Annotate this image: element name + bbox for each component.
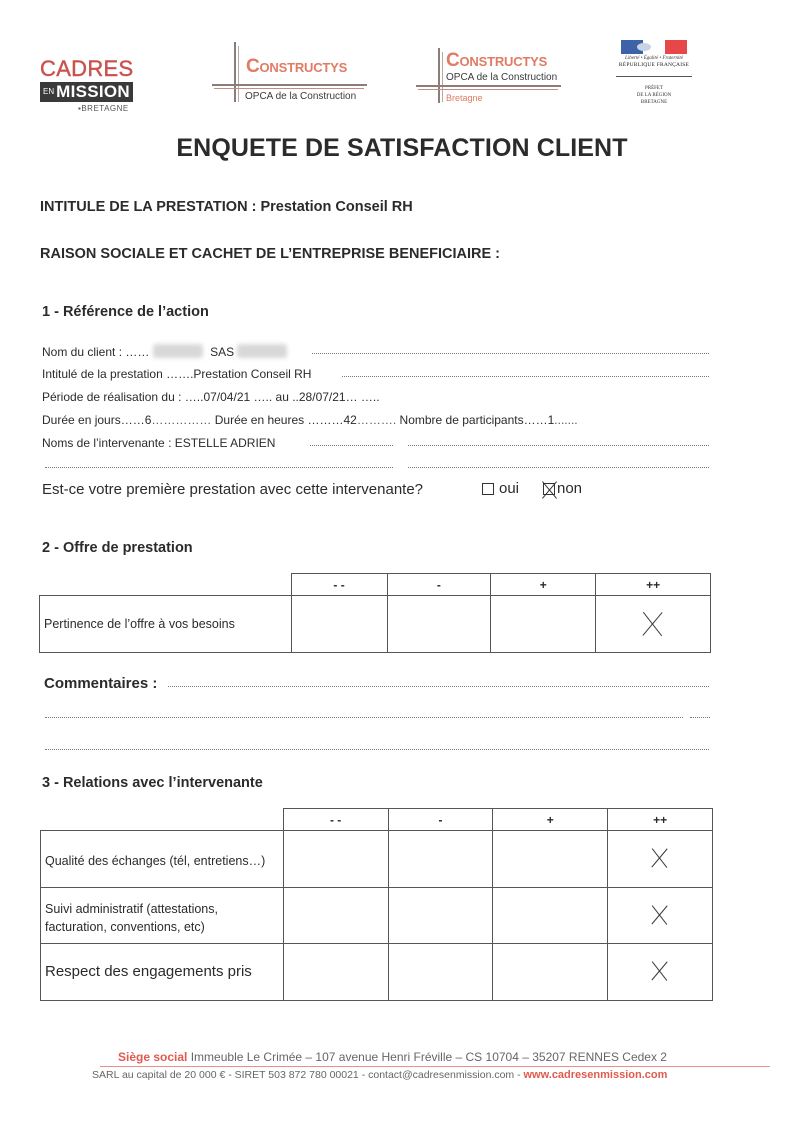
comments-line[interactable]: [168, 685, 709, 687]
relations-rating-table: [40, 808, 713, 1001]
scale-very-negative: - -: [291, 574, 387, 596]
rating-cell[interactable]: [491, 596, 596, 653]
logo-text-constructys: Constructys: [446, 50, 548, 71]
footer-divider: [100, 1066, 770, 1067]
scale-very-positive: ++: [608, 809, 713, 831]
rating-header-row: [41, 809, 713, 831]
empty-corner: [41, 809, 284, 831]
option-non[interactable]: [543, 480, 582, 497]
logo-text-opca: OPCA de la Construction: [446, 72, 558, 83]
comments-line[interactable]: [690, 716, 710, 718]
prestation-field[interactable]: [42, 367, 311, 381]
participants-value: 1: [547, 413, 555, 427]
redacted-text: [237, 344, 287, 358]
prefet-line: BRETAGNE: [640, 100, 668, 105]
marianne-flag-icon: [621, 40, 687, 54]
scale-negative: -: [387, 574, 491, 596]
constructys-logo: [212, 42, 372, 104]
option-oui[interactable]: [482, 480, 519, 497]
constructys-bretagne-logo: [416, 48, 576, 110]
comments-line[interactable]: [45, 748, 709, 750]
checkbox-non-checked[interactable]: [543, 483, 555, 495]
duree-field[interactable]: Durée en jours……6…………… Durée en heures ………42………. Nombre de participants……1.......: [42, 413, 578, 427]
rating-cell[interactable]: [291, 596, 387, 653]
section3-heading: 3 - Relations avec l’intervenante: [42, 775, 263, 791]
rating-cell[interactable]: [493, 944, 608, 1001]
rating-cell[interactable]: [493, 831, 608, 888]
rating-cell[interactable]: [493, 888, 608, 944]
table-row: [41, 944, 713, 1001]
dotted-fill-line: [312, 352, 709, 354]
x-mark-icon: [649, 961, 671, 983]
duree-heures-label: Durée en heures ………: [214, 413, 344, 427]
prefet-line: PRÉFET: [644, 86, 664, 91]
rating-cell-selected[interactable]: [608, 831, 713, 888]
duree-jours-value: 6: [144, 413, 152, 427]
option-non-label: non: [557, 480, 583, 497]
criterion-label: Pertinence de l’offre à vos besoins: [40, 596, 292, 653]
scale-positive: +: [491, 574, 596, 596]
dotted-fill-line: [310, 444, 393, 446]
rating-cell-selected[interactable]: [596, 596, 711, 653]
option-oui-label: oui: [499, 480, 520, 497]
comments-label: Commentaires :: [44, 675, 158, 692]
rating-header-row: [40, 574, 711, 596]
raison-sociale-heading: RAISON SOCIALE ET CACHET DE L’ENTREPRISE BENEFICIAIRE :: [40, 246, 501, 262]
scale-very-negative: - -: [283, 809, 388, 831]
offre-rating-table: [39, 573, 711, 653]
footer-legal: [92, 1069, 667, 1081]
table-row: [40, 596, 711, 653]
logo-decor-line: [214, 88, 364, 89]
periode-to: ..28/07/21… …..: [292, 390, 380, 404]
duree-heures-value: 42: [343, 413, 357, 427]
rating-cell[interactable]: [388, 831, 493, 888]
criterion-label: Qualité des échanges (tél, entretiens…): [41, 831, 284, 888]
dotted-fill-line: [408, 444, 709, 446]
logo-decor-line: [416, 85, 561, 87]
intervenante-label: Noms de l’intervenante :: [42, 436, 172, 450]
logo-text-constructys: Constructys: [246, 56, 348, 77]
rating-cell[interactable]: [388, 944, 493, 1001]
client-name-field[interactable]: [42, 344, 287, 359]
footer-legal-text: SARL au capital de 20 000 € - SIRET 503 872 780 00021 - contact@cadresenmission.com -: [92, 1069, 521, 1081]
intervenante-value: ESTELLE ADRIEN: [174, 436, 276, 450]
footer-website-link[interactable]: www.cadresenmission.com: [523, 1069, 668, 1081]
section1-heading: 1 - Référence de l’action: [42, 304, 209, 320]
page-title: ENQUETE DE SATISFACTION CLIENT: [176, 134, 628, 162]
prestation-label: Intitulé de la prestation …….: [42, 367, 194, 381]
table-row: [41, 888, 713, 944]
redacted-text: [153, 344, 203, 358]
rating-cell[interactable]: [387, 596, 491, 653]
rating-cell[interactable]: [283, 888, 388, 944]
logo-decor-line: [238, 46, 239, 102]
periode-from: …..07/04/21 …..: [184, 390, 273, 404]
client-value: SAS: [210, 345, 235, 359]
dotted-fill-line: [45, 466, 393, 468]
logo-box-mission: [40, 82, 133, 102]
logo-decor-line: [442, 52, 443, 102]
footer-siege-label: Siège social: [118, 1050, 188, 1064]
comments-line[interactable]: [45, 716, 683, 718]
rating-cell[interactable]: [283, 944, 388, 1001]
x-mark-icon: [640, 611, 666, 637]
logo-text-opca: OPCA de la Construction: [245, 91, 357, 102]
table-row: [41, 831, 713, 888]
rating-cell[interactable]: [283, 831, 388, 888]
prestation-value: Prestation Conseil RH: [193, 367, 312, 381]
republique-francaise-logo: [614, 40, 694, 106]
footer-address: [118, 1050, 667, 1064]
cadres-en-mission-logo: [40, 58, 140, 113]
logo-text-cadres: CADRES: [40, 56, 134, 81]
scale-very-positive: ++: [596, 574, 711, 596]
periode-field[interactable]: [42, 390, 380, 404]
divider: [616, 76, 692, 77]
rating-cell-selected[interactable]: [608, 944, 713, 1001]
participants-label: Nombre de participants……: [399, 413, 548, 427]
footer-address-text: Immeuble Le Crimée – 107 avenue Henri Fréville – CS 10704 – 35207 RENNES Cedex 2: [190, 1050, 667, 1064]
rating-cell[interactable]: [388, 888, 493, 944]
intervenante-field[interactable]: [42, 436, 275, 450]
x-mark-icon: [649, 905, 671, 927]
logo-decor-line: [438, 48, 440, 103]
rf-name: RÉPUBLIQUE FRANÇAISE: [618, 62, 690, 68]
checkbox-oui[interactable]: [482, 483, 494, 495]
intitule-heading: INTITULE DE LA PRESTATION : Prestation Conseil RH: [40, 199, 413, 215]
periode-au: au: [275, 390, 289, 404]
logo-decor-line: [234, 42, 236, 102]
scale-positive: +: [493, 809, 608, 831]
scale-negative: -: [388, 809, 493, 831]
section2-heading: 2 - Offre de prestation: [42, 540, 193, 556]
dotted-fill-line: [342, 375, 709, 377]
rf-motto: Liberté • Égalité • Fraternité: [625, 56, 683, 61]
periode-label: Période de réalisation du :: [42, 390, 182, 404]
duree-jours-label: Durée en jours……: [42, 413, 145, 427]
logo-decor-line: [418, 89, 558, 90]
criterion-label: Suivi administratif (attestations, facturation, conventions, etc): [41, 888, 284, 944]
dotted-fill-line: [408, 466, 709, 468]
client-label: Nom du client : ……: [42, 345, 150, 359]
logo-text-en: EN: [43, 87, 55, 96]
criterion-label: Respect des engagements pris: [41, 944, 284, 1001]
rating-cell-selected[interactable]: [608, 888, 713, 944]
logo-text-bretagne: ▪BRETAGNE: [78, 104, 129, 113]
logo-text-bretagne: Bretagne: [446, 93, 483, 103]
prefet-line: DE LA RÉGION: [636, 93, 672, 98]
logo-text-mission: MISSION: [56, 82, 131, 101]
first-prestation-question: Est-ce votre première prestation avec cette intervenante?: [42, 481, 424, 498]
x-mark-icon: [649, 848, 671, 870]
logo-decor-line: [212, 84, 367, 86]
empty-corner: [40, 574, 292, 596]
